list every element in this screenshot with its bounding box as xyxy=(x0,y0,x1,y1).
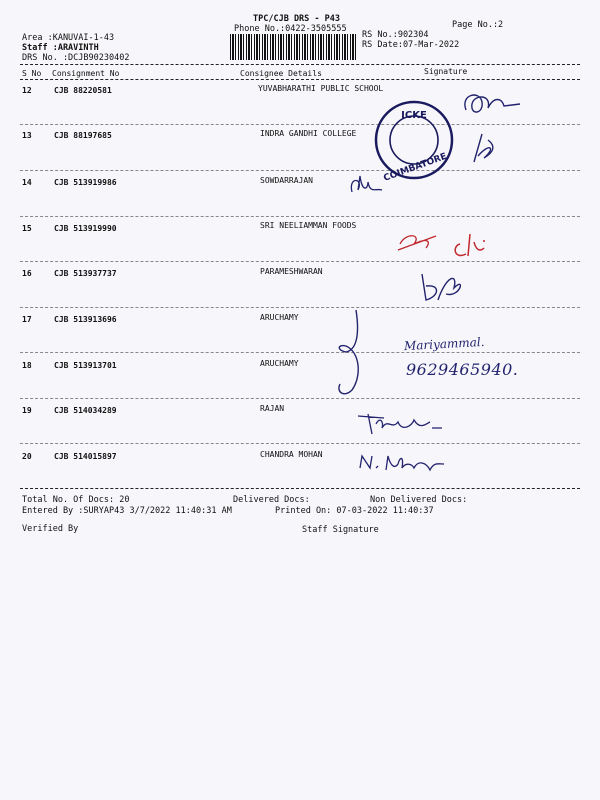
row-consignment: CJB 513913696 xyxy=(54,315,117,324)
bracket-scribble xyxy=(330,306,370,398)
row-consignment: CJB 514015897 xyxy=(54,452,117,461)
row-divider xyxy=(20,216,580,217)
row-divider xyxy=(20,170,580,171)
row-sno: 19 xyxy=(22,406,32,415)
verified-by: Verified By xyxy=(22,524,79,534)
col-signature: Signature xyxy=(424,67,468,76)
columns-divider xyxy=(20,79,580,80)
row-sno: 12 xyxy=(22,86,32,95)
row-divider xyxy=(20,124,580,125)
printed-on: Printed On: 07-03-2022 11:40:37 xyxy=(275,506,434,516)
coimbatore-stamp xyxy=(366,98,462,182)
signature-row-14 xyxy=(346,172,386,200)
row-consignee: SRI NEELIAMMAN FOODS xyxy=(260,221,357,230)
page-number: Page No.:2 xyxy=(452,20,504,30)
delivered-docs: Delivered Docs: xyxy=(233,495,310,505)
signature-row-15 xyxy=(396,226,506,262)
rs-number: RS No.:902304 xyxy=(362,30,429,40)
stamp-top-text: ICKE xyxy=(401,110,427,121)
row-divider xyxy=(20,352,580,353)
row-divider xyxy=(20,443,580,444)
signature-row-20 xyxy=(356,452,448,476)
row-sno: 13 xyxy=(22,131,32,140)
row-consignment: CJB 513913701 xyxy=(54,361,117,370)
col-sno: S No xyxy=(22,69,42,78)
area-label: Area :KANUVAI-1-43 xyxy=(22,33,115,43)
row-consignment: CJB 513919986 xyxy=(54,178,117,187)
row-consignment: CJB 514034289 xyxy=(54,406,117,415)
row-consignment: CJB 88220581 xyxy=(54,86,112,95)
signature-row-13 xyxy=(470,132,500,166)
stamp-bottom-text: COIMBATORE xyxy=(382,151,449,184)
col-consignee: Consignee Details xyxy=(240,69,322,78)
staff-signature-label: Staff Signature xyxy=(302,525,379,535)
row-sno: 16 xyxy=(22,269,32,278)
row-consignee: YUVABHARATHI PUBLIC SCHOOL xyxy=(258,84,384,93)
row-consignee: ARUCHAMY xyxy=(260,313,299,322)
drs-number: DRS No. :DCJB90230402 xyxy=(22,53,130,63)
handwritten-phone: 9629465940. xyxy=(406,360,519,379)
row-consignee: RAJAN xyxy=(260,404,285,413)
row-sno: 17 xyxy=(22,315,32,324)
entered-by: Entered By :SURYAP43 3/7/2022 11:40:31 AM xyxy=(22,506,232,516)
row-sno: 15 xyxy=(22,224,32,233)
phone-number: Phone No.:0422-3505555 xyxy=(234,24,347,34)
header-divider xyxy=(20,64,580,65)
barcode xyxy=(230,34,358,60)
row-consignee: ARUCHAMY xyxy=(260,359,299,368)
row-consignment: CJB 513919990 xyxy=(54,224,117,233)
report-title: TPC/CJB DRS - P43 xyxy=(253,14,340,24)
row-consignee: SOWDARRAJAN xyxy=(260,176,313,185)
row-consignee: CHANDRA MOHAN xyxy=(260,450,323,459)
total-docs: Total No. Of Docs: 20 xyxy=(22,495,130,505)
rs-date: RS Date:07-Mar-2022 xyxy=(362,40,460,50)
row-sno: 18 xyxy=(22,361,32,370)
signature-row-16 xyxy=(416,270,468,306)
handwritten-name: Mariyammal. xyxy=(403,334,485,354)
non-delivered-docs: Non Delivered Docs: xyxy=(370,495,468,505)
row-divider xyxy=(20,398,580,399)
row-consignee: INDRA GANDHI COLLEGE xyxy=(260,129,357,138)
row-consignment: CJB 513937737 xyxy=(54,269,117,278)
table-bottom-divider xyxy=(20,488,580,489)
col-consignment: Consignment No xyxy=(52,69,120,78)
row-consignment: CJB 88197685 xyxy=(54,131,112,140)
signature-row-12 xyxy=(458,88,528,122)
staff-label: Staff :ARAVINTH xyxy=(22,43,99,53)
row-sno: 14 xyxy=(22,178,32,187)
signature-row-19 xyxy=(354,408,446,438)
row-sno: 20 xyxy=(22,452,32,461)
row-divider xyxy=(20,307,580,308)
row-consignee: PARAMESHWARAN xyxy=(260,267,323,276)
